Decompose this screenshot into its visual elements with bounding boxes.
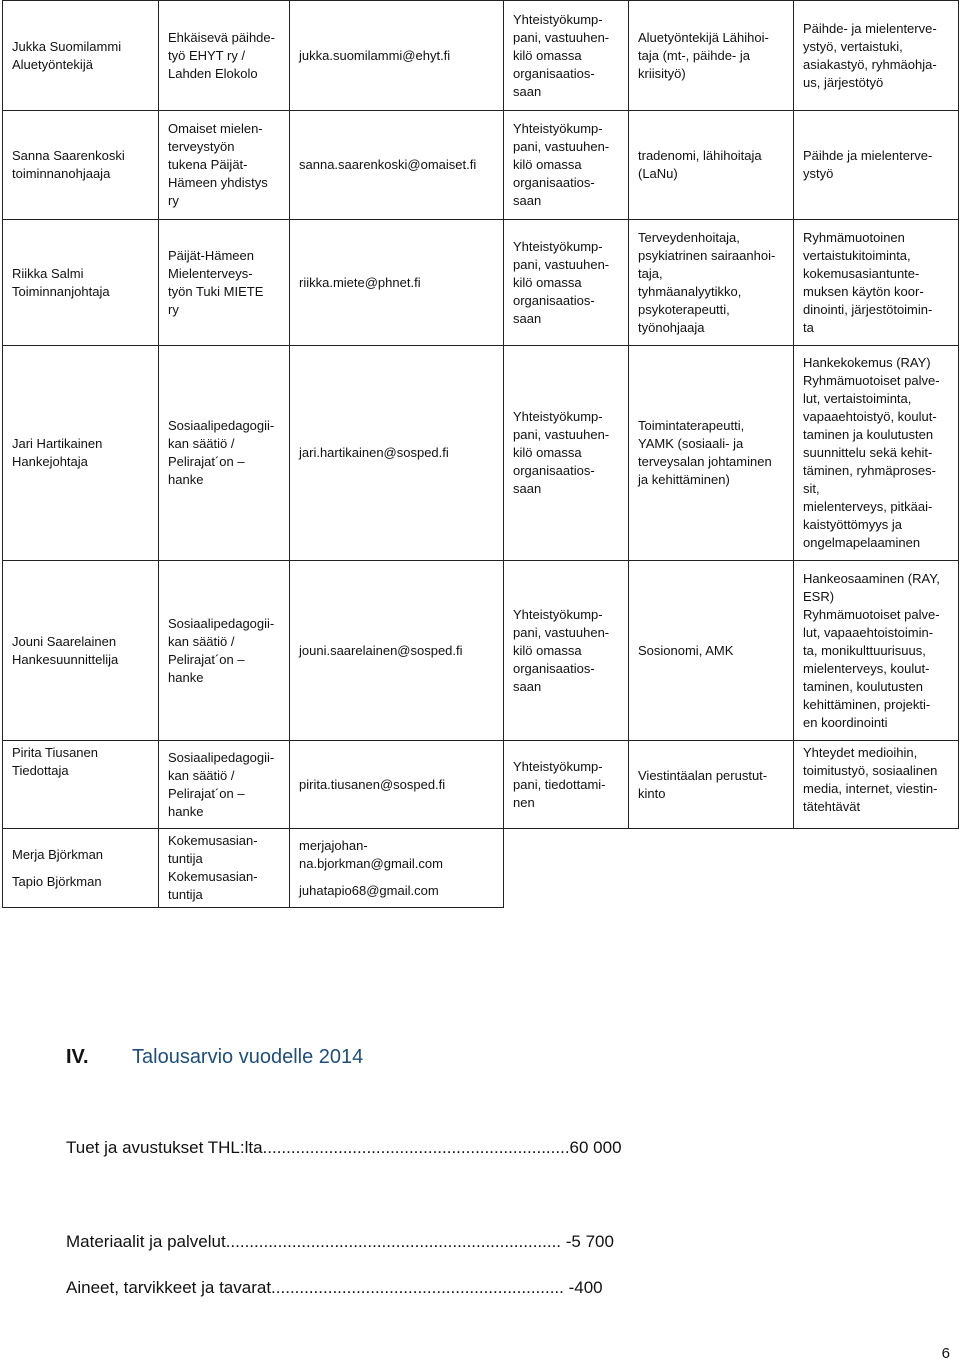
organization-cell: Sosiaalipedagogii- kan säätiö / Pelirajat´on – hanke xyxy=(159,346,290,561)
expertise-cell: Päihde ja mielenterve- ystyö xyxy=(794,111,959,220)
organization-cell: Omaiset mielen- terveystyön tukena Päijät- Hämeen yhdistys ry xyxy=(159,111,290,220)
expertise-cell: Hankeosaaminen (RAY, ESR) Ryhmämuotoiset palve- lut, vapaaehtoistoimin- ta, monikulttuurisuus, mielenterveys, koulut- taminen, koulutusten kehittäminen, projekti- en koordinointi xyxy=(794,561,959,741)
education-cell: Terveydenhoitaja, psykiatrinen sairaanhoi- taja, tyhmäanalyytikko, psykoterapeutti, työnohjaaja xyxy=(629,220,794,346)
email-cell: riikka.miete@phnet.fi xyxy=(290,220,504,346)
education-cell: Viestintäalan perustut- kinto xyxy=(629,741,794,829)
table-row xyxy=(3,829,959,908)
expertise-cell: Yhteydet medioihin, toimitustyö, sosiaalinen media, internet, viestin- tätehtävät xyxy=(794,741,959,829)
email-cell: jukka.suomilammi@ehyt.fi xyxy=(290,1,504,111)
person-name-cell: Riikka Salmi Toiminnanjohtaja xyxy=(3,220,159,346)
organization-cell: Päijät-Hämeen Mielenterveys- työn Tuki MIETE ry xyxy=(159,220,290,346)
organization-cell: Sosiaalipedagogii- kan säätiö / Pelirajat´on – hanke xyxy=(159,741,290,829)
person-name-2: Tapio Björkman xyxy=(12,873,102,889)
email-cell: jouni.saarelainen@sosped.fi xyxy=(290,561,504,741)
person-name-cell: Pirita Tiusanen Tiedottaja xyxy=(3,741,159,829)
employment-cell: Yhteistyökump- pani, vastuuhen- kilö omassa organisaatios- saan xyxy=(504,111,629,220)
email-cell: sanna.saarenkoski@omaiset.fi xyxy=(290,111,504,220)
email-1: merjajohan- na.bjorkman@gmail.com xyxy=(299,837,443,871)
education-cell: Sosionomi, AMK xyxy=(629,561,794,741)
person-name-cell: Jouni Saarelainen Hankesuunnittelija xyxy=(3,561,159,741)
person-name-cell xyxy=(3,829,159,908)
empty-cell xyxy=(794,829,959,908)
organization-cell: Kokemusasian- tuntija Kokemusasian- tuntija xyxy=(159,829,290,908)
budget-line-supplies: Aineet, tarvikkeet ja tavarat.............................................................. -400 xyxy=(66,1278,603,1297)
expertise-cell: Päihde- ja mielenterve- ystyö, vertaistuki, asiakastyö, ryhmäohja- us, järjestötyö xyxy=(794,1,959,111)
staff-table xyxy=(2,0,959,908)
table-row xyxy=(3,346,959,561)
expertise-cell: Ryhmämuotoinen vertaistukitoiminta, kokemusasiantunte- muksen käytön koor- dinointi, järjestötoimin- ta xyxy=(794,220,959,346)
employment-cell: Yhteistyökump- pani, vastuuhen- kilö omassa organisaatios- saan xyxy=(504,220,629,346)
email-cell: pirita.tiusanen@sosped.fi xyxy=(290,741,504,829)
employment-cell: Yhteistyökump- pani, tiedottami- nen xyxy=(504,741,629,829)
budget-line-materials: Materiaalit ja palvelut....................................................................... -5 700 xyxy=(66,1232,614,1251)
section-number: IV. xyxy=(66,1046,89,1068)
section-title: Talousarvio vuodelle 2014 xyxy=(132,1046,364,1068)
table-row xyxy=(3,561,959,741)
organization-cell: Ehkäisevä päihde- työ EHYT ry / Lahden Elokolo xyxy=(159,1,290,111)
section-heading xyxy=(66,1046,363,1069)
empty-cell xyxy=(629,829,794,908)
table-row xyxy=(3,741,959,829)
table-row xyxy=(3,220,959,346)
employment-cell: Yhteistyökump- pani, vastuuhen- kilö omassa organisaatios- saan xyxy=(504,561,629,741)
employment-cell: Yhteistyökump- pani, vastuuhen- kilö omassa organisaatios- saan xyxy=(504,346,629,561)
organization-cell: Sosiaalipedagogii- kan säätiö / Pelirajat´on – hanke xyxy=(159,561,290,741)
education-cell: Aluetyöntekijä Lähihoi- taja (mt-, päihde- ja kriisityö) xyxy=(629,1,794,111)
employment-cell: Yhteistyökump- pani, vastuuhen- kilö omassa organisaatios- saan xyxy=(504,1,629,111)
education-cell: Toimintaterapeutti, YAMK (sosiaali- ja terveysalan johtaminen ja kehittäminen) xyxy=(629,346,794,561)
person-name-cell: Jari Hartikainen Hankejohtaja xyxy=(3,346,159,561)
person-name-cell: Sanna Saarenkoski toiminnanohjaaja xyxy=(3,111,159,220)
email-cell xyxy=(290,829,504,908)
education-cell: tradenomi, lähihoitaja (LaNu) xyxy=(629,111,794,220)
expertise-cell: Hankekokemus (RAY) Ryhmämuotoiset palve- lut, vertaistoiminta, vapaaehtoistyö, koulut- taminen ja koulutusten suunnittelu sekä kehit- täminen, ryhmäproses- sit, mielenterveys, pitkäai- kaistyöttömyys ja ongelmapelaaminen xyxy=(794,346,959,561)
page-number: 6 xyxy=(941,1345,950,1362)
email-cell: jari.hartikainen@sosped.fi xyxy=(290,346,504,561)
person-name-1: Merja Björkman xyxy=(12,846,104,862)
table-row xyxy=(3,111,959,220)
person-name-cell: Jukka Suomilammi Aluetyöntekijä xyxy=(3,1,159,111)
email-2: juhatapio68@gmail.com xyxy=(299,882,439,898)
table-row xyxy=(3,1,959,111)
empty-cell xyxy=(504,829,629,908)
budget-line-grants: Tuet ja avustukset THL:lta.................................................................60 000 xyxy=(66,1138,622,1157)
